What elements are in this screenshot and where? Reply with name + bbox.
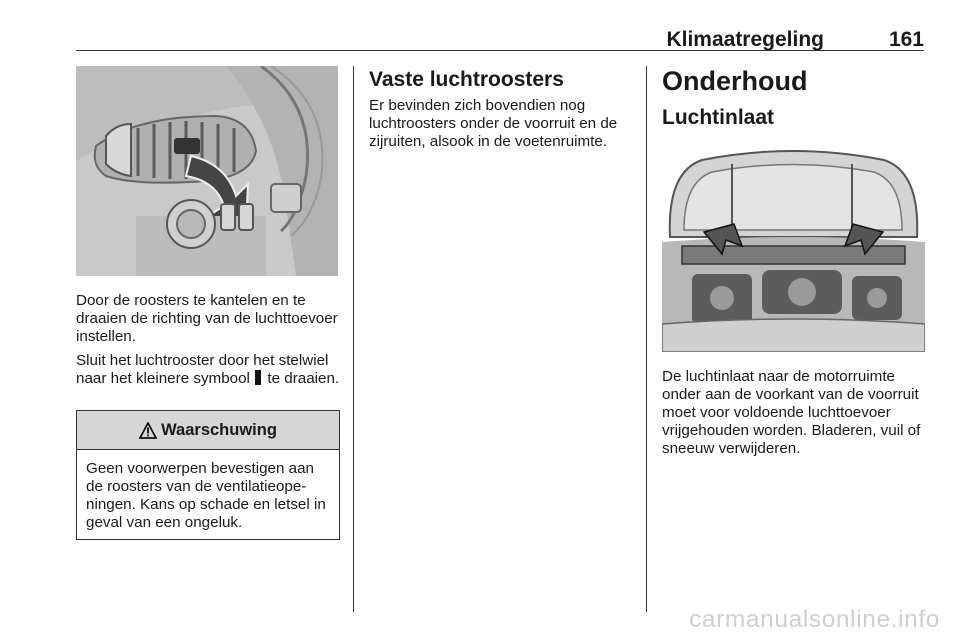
warning-box [76, 410, 340, 540]
page-number: 161 [888, 28, 924, 51]
warning-header [77, 411, 339, 450]
section-title: Klimaatregeling [666, 28, 824, 51]
warning-text: Geen voorwerpen bevestigen aan de roosters van de ventilatieopeningen. Kans op schade en letsel in geval van een ongeluk. [86, 460, 326, 531]
fixed-vents-heading: Vaste luchtroosters [369, 68, 564, 91]
air-vent-illustration [76, 66, 338, 276]
column-divider-1 [353, 66, 354, 612]
air-intake-paragraph: De luchtinlaat naar de motorruimte onder aan de voorkant van de voorruit moet voor voldoende luchttoevoer vrijgehouden worden. Bladeren, vuil of sneeuw verwijderen. [662, 368, 921, 457]
vent-close-paragraph [76, 352, 346, 388]
vent-adjust-paragraph: Door de roosters te kantelen en te draaien de richting van de luchttoevoer instellen. [76, 292, 338, 345]
warning-title: Waarschuwing [161, 420, 277, 439]
maintenance-heading: Onderhoud [662, 66, 808, 96]
warning-triangle-icon [139, 422, 157, 439]
middle-column [369, 68, 639, 151]
right-column-text [662, 368, 934, 458]
column-divider-2 [646, 66, 647, 612]
left-column-text [76, 292, 346, 388]
watermark: carmanualsonline.info [689, 606, 940, 633]
fixed-vents-paragraph: Er bevinden zich bovendien nog luchtroosters onder de voorruit en de zijruiten, alsook in de voetenruimte. [369, 97, 618, 150]
engine-bay-illustration [662, 142, 925, 352]
air-intake-heading: Luchtinlaat [662, 106, 775, 129]
small-symbol-icon [255, 370, 261, 385]
warning-body [77, 450, 339, 532]
vent-close-text-start: Sluit het luchtrooster door het stelwiel naar het kleinere symbool [76, 352, 329, 387]
right-column-headings [662, 66, 932, 130]
page-header [76, 0, 924, 51]
vent-close-text-end: te draaien. [263, 370, 340, 387]
